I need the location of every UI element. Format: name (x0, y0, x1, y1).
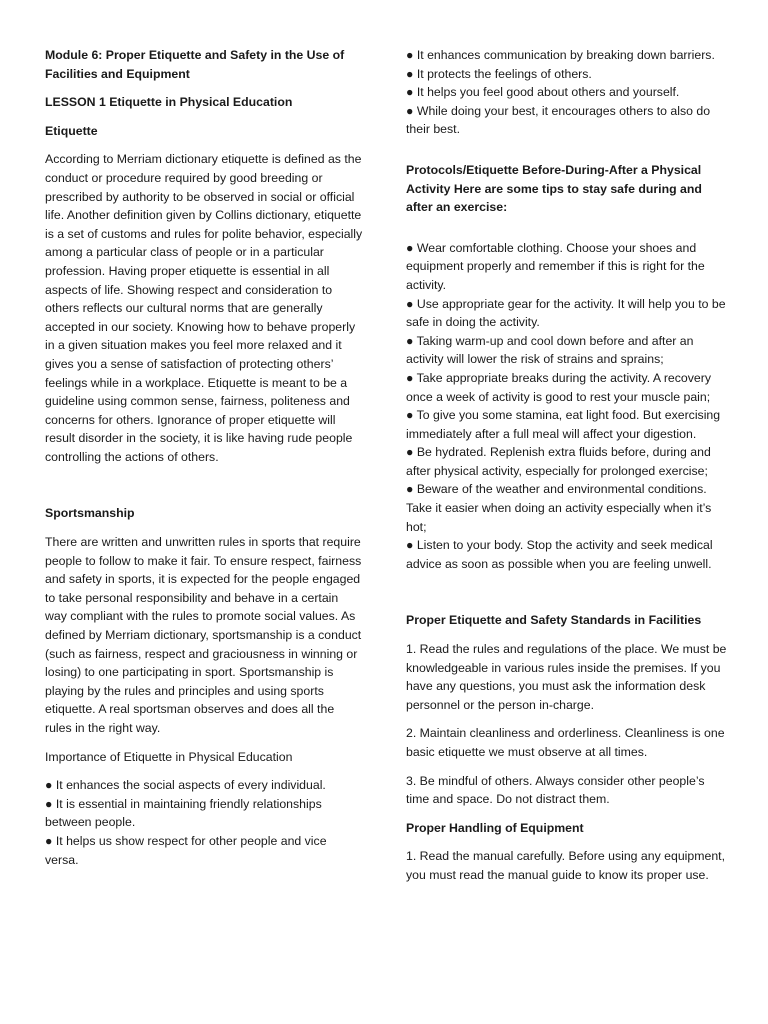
protocols-heading: Protocols/Etiquette Before-During-After a Physical Activity Here are some tips to stay safe during and after an exercise: (406, 162, 702, 215)
list-item: ● To give you some stamina, eat light food. But exercising immediately after a full meal will affect your digestion. (406, 408, 721, 441)
facilities-heading: Proper Etiquette and Safety Standards in Facilities (406, 613, 702, 628)
equipment-heading: Proper Handling of Equipment (406, 820, 584, 835)
facility-rule: 1. Read the rules and regulations of the place. We must be knowledgeable in various rules inside the premises. If you have any questions, you must ask the information desk personnel or the person in-charge. (406, 642, 727, 712)
left-column (45, 46, 363, 869)
facility-rule: 3. Be mindful of others. Always consider other people’s time and space. Do not distract them. (406, 773, 705, 807)
list-item: ● It enhances communication by breaking down barriers. (406, 48, 715, 62)
list-item: ● Wear comfortable clothing. Choose your shoes and equipment properly and remember if this is right for the activity. (406, 240, 705, 292)
equipment-rule: 1. Read the manual carefully. Before using any equipment, you must read the manual guide to know its proper use. (406, 849, 725, 882)
list-item: ● It protects the feelings of others. (406, 66, 592, 81)
list-item: ● It helps you feel good about others and yourself. (406, 85, 680, 100)
facility-rule: 2. Maintain cleanliness and orderliness. Cleanliness is one basic etiquette we must observe at all times. (406, 726, 725, 759)
module-title: Module 6: Proper Etiquette and Safety in the Use of Facilities and Equipment (45, 48, 345, 81)
right-column (406, 46, 728, 885)
list-item: ● Be hydrated. Replenish extra fluids before, during and after physical activity, especially for prolonged exercise; (406, 445, 711, 478)
etiquette-heading: Etiquette (45, 123, 98, 138)
list-item: ● Taking warm-up and cool down before and after an activity will lower the risk of strains and sprains; (406, 333, 694, 367)
etiquette-paragraph: According to Merriam dictionary etiquette is defined as the conduct or procedure required by good breeding or prescribed by authority to be observed in social or official life. Another definition given by Collins dictionary, etiquette is a set of customs and rules for polite behavior, especially among a particular class of people or in a particular profession. Having proper etiquette is essential in all aspects of life. Showing respect and consideration to others reflects our cultural norms that are generally accepted in our society. Knowing how to behave properly in a given situation makes you feel more relaxed and it gives you a sense of satisfaction of protecting others’ feelings while in a workplace. Etiquette is meant to be a guideline using common sense, fairness, politeness and concerns for others. Ignorance of proper etiquette will result disorder in the society, it is like having rude people controlling the actions of others. (45, 152, 363, 464)
importance-heading: Importance of Etiquette in Physical Education (45, 749, 293, 764)
list-item: ● Take appropriate breaks during the activity. A recovery once a week of activity is good to rest your muscle pain; (406, 370, 711, 404)
list-item: ● Listen to your body. Stop the activity and seek medical advice as soon as possible when you are feeling unwell. (406, 538, 713, 571)
list-item: ● It is essential in maintaining friendly relationships between people. (45, 796, 322, 830)
sportsmanship-heading: Sportsmanship (45, 506, 135, 521)
list-item: ● Beware of the weather and environmental conditions. Take it easier when doing an activity especially when it’s hot; (406, 482, 712, 534)
protocol-list (406, 239, 728, 574)
list-item: ● It helps us show respect for other people and vice versa. (45, 833, 327, 867)
importance-list-continued (406, 46, 728, 139)
list-item: ● It enhances the social aspects of every individual. (45, 778, 326, 793)
list-item: ● Use appropriate gear for the activity. It will help you to be safe in doing the activity. (406, 296, 726, 330)
importance-list (45, 776, 363, 869)
sportsmanship-paragraph: There are written and unwritten rules in sports that require people to follow to make it fair. To ensure respect, fairness and safety in sports, it is expected for the people engaged to take personal responsibility and behave in a certain way compliant with the rules to promote social values. As defined by Merriam dictionary, sportsmanship is a conduct (such as fairness, respect and graciousness in winning or losing) to one participating in sport. Sportsmanship is playing by the rules and principles and using sports etiquette. A real sportsman observes and does all the rules in the right way. (45, 535, 362, 735)
lesson-heading: LESSON 1 Etiquette in Physical Education (45, 95, 293, 110)
list-item: ● While doing your best, it encourages others to also do their best. (406, 103, 711, 137)
